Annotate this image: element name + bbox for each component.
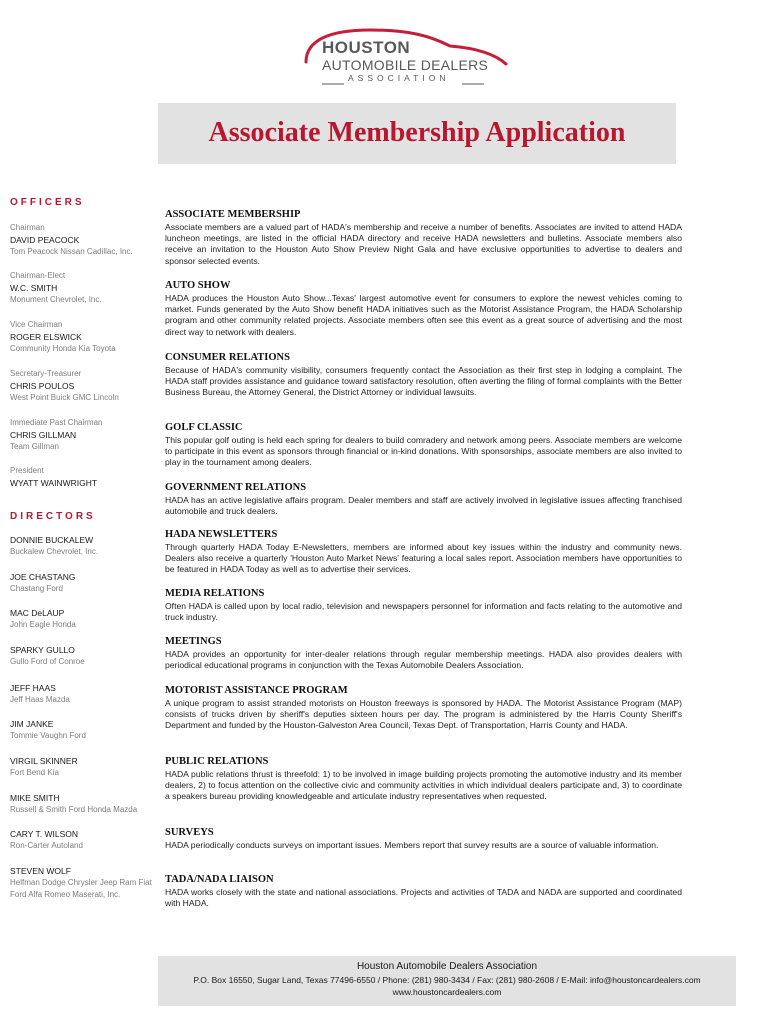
logo-line-houston: HOUSTON — [322, 38, 411, 57]
director-entry — [10, 828, 160, 852]
director-entry — [10, 682, 160, 706]
section-public-relations — [165, 755, 682, 803]
officer-org: Community Honda Kia Toyota — [10, 344, 116, 353]
director-name: JIM JANKE — [10, 719, 54, 729]
section-body: Through quarterly HADA Today E-Newsletters, members are informed about key issues within the industry and community news. Dealers also receive a quarterly 'Houston Auto Market News' featuring a local sales report. Association members have opportunities to be featured in HADA Today as well as to advertise their services. — [165, 542, 682, 575]
officer-role: Secretary-Treasurer — [10, 369, 82, 378]
officer-role: President — [10, 466, 44, 475]
section-consumer-relations — [165, 351, 682, 399]
section-title: AUTO SHOW — [165, 280, 231, 291]
section-surveys — [165, 826, 682, 851]
section-body: A unique program to assist stranded motorists on Houston freeways is sponsored by HADA. The Motorist Assistance Program (MAP) consists of trucks driven by sheriff's deputies sixteen hours per day. The program is administered by the Harris County Sheriff's Department and funded by the Houston-Galveston Area Council, Texas Dept. of Transportation, Harris County and HADA. — [165, 698, 682, 731]
section-body: HADA has an active legislative affairs program. Dealer members and staff are actively involved in legislative issues affecting franchised automobile and truck dealers. — [165, 495, 682, 517]
logo-line-association: ASSOCIATION — [348, 73, 450, 83]
section-title: ASSOCIATE MEMBERSHIP — [165, 209, 301, 220]
director-org: Tommie Vaughn Ford — [10, 731, 86, 740]
director-org: John Eagle Honda — [10, 620, 76, 629]
section-title: MEETINGS — [165, 636, 222, 647]
footer-website-link[interactable]: www.houstoncardealers.com — [392, 987, 502, 997]
footer — [158, 956, 736, 1006]
section-motorist-assistance — [165, 684, 682, 732]
director-name: MAC DeLAUP — [10, 608, 65, 618]
section-body: HADA produces the Houston Auto Show...Texas' largest automotive event for consumers to explore the newest vehicles coming to market. Funds generated by the Auto Show benefit HADA initiatives such as the Motorist Assistance Program, the HADA Scholarship program and other community related projects. Associate members often see this event as a great source of advertising and the most direct way to network with dealers. — [165, 293, 682, 337]
officer-name: CHRIS POULOS — [10, 381, 75, 391]
director-name: SPARKY GULLO — [10, 645, 75, 655]
section-golf-classic — [165, 421, 682, 469]
officer-entry — [10, 465, 160, 489]
director-org: Helfman Dodge Chrysler Jeep Ram Fiat Ford Alfa Romeo Maserati, Inc. — [10, 878, 152, 899]
officer-org: Tom Peacock Nissan Cadillac, Inc. — [10, 247, 133, 256]
footer-contact: P.O. Box 16550, Sugar Land, Texas 77496-6550 / Phone: (281) 980-3434 / Fax: (281) 980-2608 / E-Mail: info@houstoncardealers.com — [193, 975, 701, 985]
director-entry — [10, 865, 160, 901]
officers-heading: OFFICERS — [10, 197, 85, 208]
officer-role: Immediate Past Chairman — [10, 418, 103, 427]
directors-heading: DIRECTORS — [10, 511, 96, 522]
officer-name: CHRIS GILLMAN — [10, 430, 77, 440]
director-name: CARY T. WILSON — [10, 829, 79, 839]
officer-org: Monument Chevrolet, Inc. — [10, 295, 102, 304]
director-entry — [10, 792, 160, 816]
section-government-relations — [165, 481, 682, 517]
director-entry — [10, 644, 160, 668]
director-entry — [10, 718, 160, 742]
section-title: SURVEYS — [165, 827, 214, 838]
officer-role: Chairman — [10, 223, 45, 232]
officer-name: DAVID PEACOCK — [10, 235, 80, 245]
director-org: Fort Bend Kia — [10, 768, 59, 777]
director-org: Russell & Smith Ford Honda Mazda — [10, 805, 138, 814]
hada-logo — [300, 26, 520, 92]
title-banner — [158, 103, 676, 164]
section-auto-show — [165, 279, 682, 338]
section-body: HADA periodically conducts surveys on important issues. Members report that survey results are a source of valuable information. — [165, 840, 659, 850]
officer-name: ROGER ELSWICK — [10, 332, 82, 342]
officer-entry — [10, 417, 160, 453]
director-name: MIKE SMITH — [10, 793, 60, 803]
section-media-relations — [165, 587, 682, 623]
section-title: TADA/NADA LIAISON — [165, 874, 274, 885]
officer-entry — [10, 270, 160, 306]
section-title: GOLF CLASSIC — [165, 422, 243, 433]
section-body: HADA works closely with the state and national associations. Projects and activities of TADA and NADA are supported and coordinated with HADA. — [165, 887, 682, 909]
officer-role: Chairman-Elect — [10, 271, 66, 280]
section-title: MEDIA RELATIONS — [165, 588, 265, 599]
officer-org: West Point Buick GMC Lincoln — [10, 393, 119, 402]
section-title: GOVERNMENT RELATIONS — [165, 482, 307, 493]
director-entry — [10, 571, 160, 595]
page-title: Associate Membership Application — [208, 117, 626, 148]
director-name: DONNIE BUCKALEW — [10, 535, 94, 545]
officer-org: Team Gillman — [10, 442, 59, 451]
officer-entry — [10, 319, 160, 355]
director-entry — [10, 755, 160, 779]
section-title: MOTORIST ASSISTANCE PROGRAM — [165, 685, 348, 696]
director-org: Buckalew Chevrolet, Inc. — [10, 547, 99, 556]
section-title: HADA NEWSLETTERS — [165, 529, 278, 540]
director-name: JOE CHASTANG — [10, 572, 76, 582]
section-associate-membership — [165, 208, 682, 267]
section-body: Associate members are a valued part of HADA's membership and receive a number of benefits. Associates are invited to attend HADA luncheon meetings, are listed in the official HADA directory and receive HADA newsletters and bulletins. Associate members also receive an invitation to the Houston Auto Show Preview Night Gala and have exclusive opportunities to advertise to dealers and sponsor selected events. — [165, 222, 682, 266]
director-entry — [10, 607, 160, 631]
section-title: CONSUMER RELATIONS — [165, 352, 290, 363]
section-meetings — [165, 635, 682, 671]
director-entry — [10, 534, 160, 558]
section-title: PUBLIC RELATIONS — [165, 756, 269, 767]
director-org: Chastang Ford — [10, 584, 63, 593]
director-org: Gullo Ford of Conroe — [10, 657, 85, 666]
director-name: VIRGIL SKINNER — [10, 756, 78, 766]
officer-name: W.C. SMITH — [10, 283, 58, 293]
officer-entry — [10, 222, 160, 258]
section-body: HADA public relations thrust is threefold: 1) to be involved in image building projects promoting the automotive industry and its member dealers, 2) to focus attention on the collective civic and community activities in which individual dealers participate and, 3) to coordinate a speakers bureau providing knowledgeable and articulate industry representatives when requested. — [165, 769, 682, 802]
section-hada-newsletters — [165, 528, 682, 576]
footer-org-name: Houston Automobile Dealers Association — [356, 961, 538, 972]
director-name: JEFF HAAS — [10, 683, 56, 693]
logo-line-dealers: AUTOMOBILE DEALERS — [322, 57, 489, 73]
section-body: Because of HADA's community visibility, consumers frequently contact the Association as their first step in lodging a complaint. The HADA staff provides assistance and guidance toward satisfactory resolution, often averting the filing of formal complaints with the Better Business Bureau, the Attorney General, the District Attorney or individual lawsuits. — [165, 365, 682, 398]
section-body: Often HADA is called upon by local radio, television and newspapers personnel for information and facts relating to the automotive and truck industry. — [165, 601, 682, 623]
section-tada-nada-liaison — [165, 873, 682, 909]
officer-role: Vice Chairman — [10, 320, 63, 329]
director-name: STEVEN WOLF — [10, 866, 71, 876]
director-org: Ron-Carter Autoland — [10, 841, 83, 850]
director-org: Jeff Haas Mazda — [10, 695, 70, 704]
section-body: HADA provides an opportunity for inter-dealer relations through regular membership meetings. HADA also provides dealers with periodical educational programs in conjunction with the Texas Automobile Dealers Association. — [165, 649, 682, 671]
section-body: This popular golf outing is held each spring for dealers to build comradery and network among peers. Associate members are welcome to participate in this event as sponsors through financial or in-kind donations. With sponsorships, associate members are also invited to play in the tournament among dealers. — [165, 435, 682, 468]
officer-entry — [10, 368, 160, 404]
officer-name: WYATT WAINWRIGHT — [10, 478, 98, 488]
